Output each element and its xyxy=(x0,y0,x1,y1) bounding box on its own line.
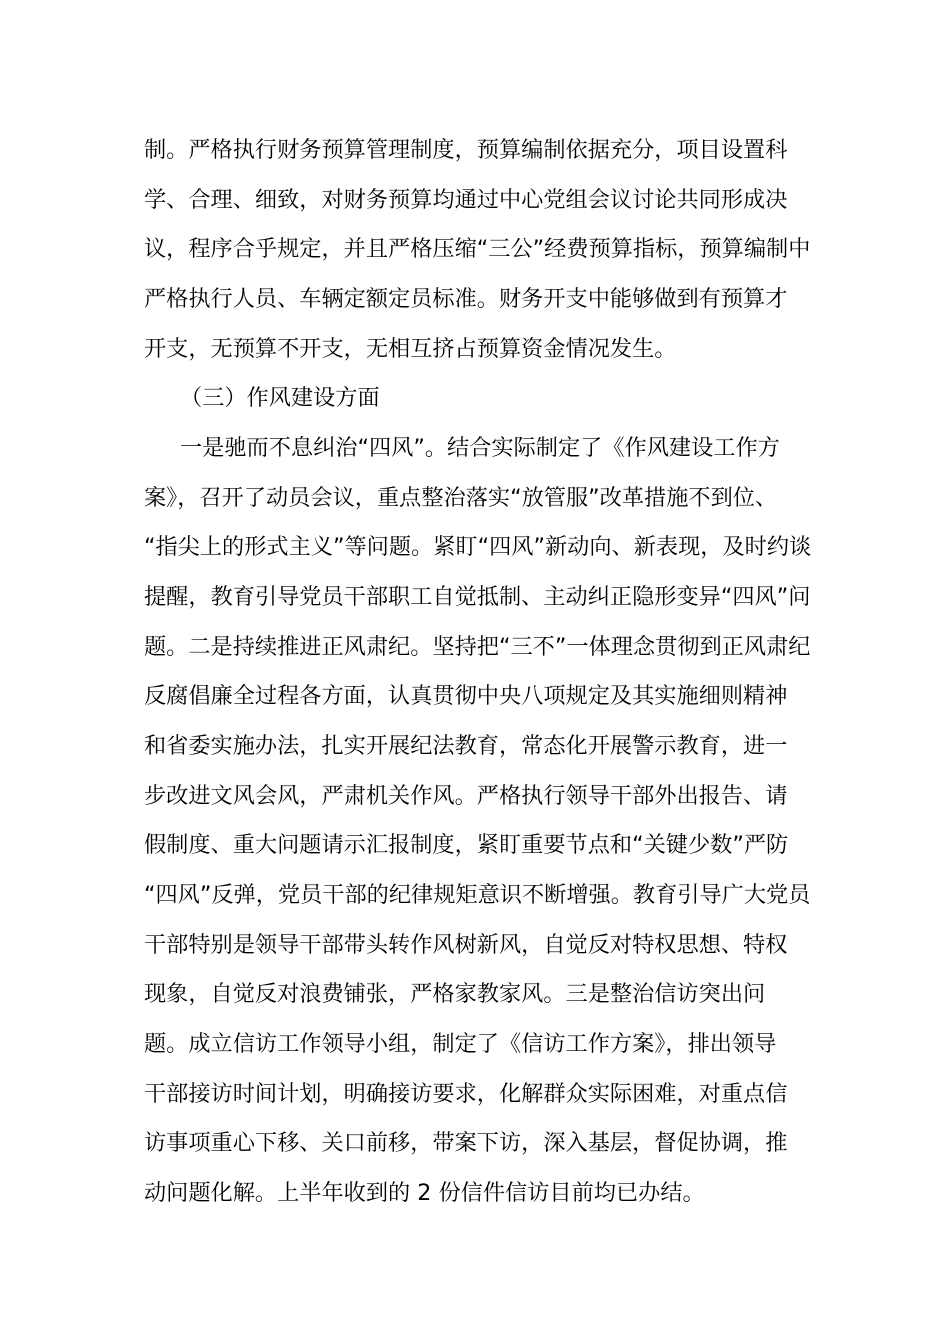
text-line: 案》，召开了动员会议，重点整治落实“放管服”改革措施不到位、 xyxy=(144,485,778,511)
text-line: 假制度、重大问题请示汇报制度，紧盯重要节点和“关键少数”严防 xyxy=(144,832,789,858)
text-line: 学、合理、细致，对财务预算均通过中心党组会议讨论共同形成决 xyxy=(144,187,788,213)
section-heading: （三）作风建设方面 xyxy=(180,385,380,411)
text-line: 提醒，教育引导党员干部职工自觉抵制、主动纠正隐形变异“四风”问 xyxy=(144,584,811,610)
text-line: 和省委实施办法，扎实开展纪法教育，常态化开展警示教育，进一 xyxy=(144,733,788,759)
text-line: 干部接访时间计划，明确接访要求，化解群众实际困难，对重点信 xyxy=(144,1081,788,1107)
text-line: 议，程序合乎规定，并且严格压缩“三公”经费预算指标，预算编制中 xyxy=(144,236,811,262)
text-line: 严格执行人员、车辆定额定员标准。财务开支中能够做到有预算才 xyxy=(144,286,788,312)
text-line: 反腐倡廉全过程各方面，认真贯彻中央八项规定及其实施细则精神 xyxy=(144,683,788,709)
text-line: 制。严格执行财务预算管理制度，预算编制依据充分，项目设置科 xyxy=(144,137,788,163)
text-line: 开支，无预算不开支，无相互挤占预算资金情况发生。 xyxy=(144,336,677,362)
text-line: 题。二是持续推进正风肃纪。坚持把“三不”一体理念贯彻到正风肃纪 xyxy=(144,634,811,660)
text-line: 访事项重心下移、关口前移，带案下访，深入基层，督促协调，推 xyxy=(144,1130,788,1156)
text-line: 题。成立信访工作领导小组，制定了《信访工作方案》，排出领导 xyxy=(144,1031,777,1057)
text-line: “四风”反弹，党员干部的纪律规矩意识不断增强。教育引导广大党员 xyxy=(144,882,811,908)
text-line: 现象，自觉反对浪费铺张，严格家教家风。三是整治信访突出问 xyxy=(144,981,766,1007)
text-line: 动问题化解。上半年收到的 2 份信件信访目前均已办结。 xyxy=(144,1180,705,1206)
text-line: “指尖上的形式主义”等问题。紧盯“四风”新动向、新表现，及时约谈 xyxy=(144,534,812,560)
text-line: 干部特别是领导干部带头转作风树新风，自觉反对特权思想、特权 xyxy=(144,932,788,958)
text-line: 一是驰而不息纠治“四风”。结合实际制定了《作风建设工作方 xyxy=(180,435,780,461)
text-line: 步改进文风会风，严肃机关作风。严格执行领导干部外出报告、请 xyxy=(144,783,788,809)
